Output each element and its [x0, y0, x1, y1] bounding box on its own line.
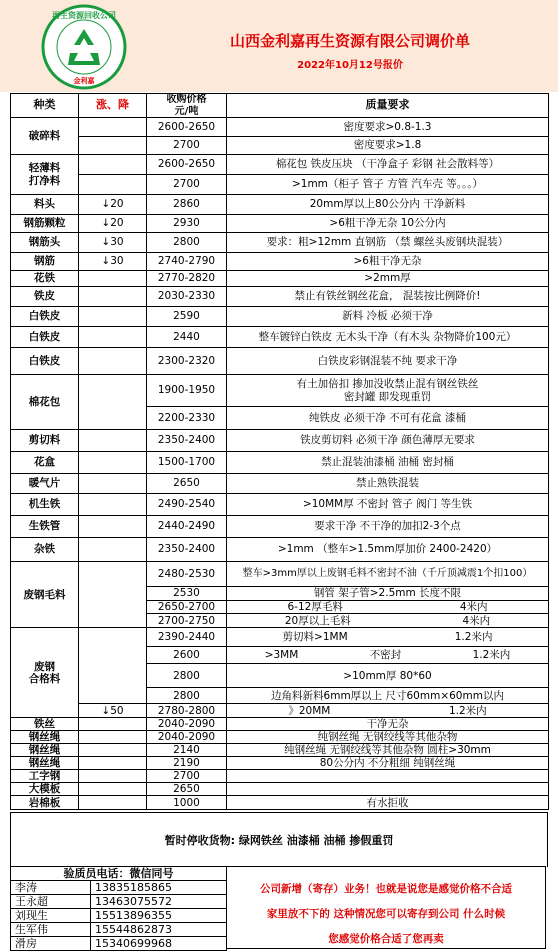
table-row	[11, 430, 549, 452]
row-requirement	[227, 601, 549, 614]
row-change	[79, 770, 147, 783]
row-requirement	[227, 614, 549, 628]
row-name: 废钢 合格料	[11, 628, 79, 718]
row-price: 2040-2090	[147, 718, 227, 731]
row-price: 2650	[147, 474, 227, 494]
logo-ring-text: 再生资源回收公司	[52, 11, 116, 20]
row-name: 白铁皮	[11, 348, 79, 375]
page-subtitle: 2022年10月12号报价	[297, 60, 403, 71]
row-requirement	[227, 704, 549, 718]
table-row	[11, 253, 549, 271]
row-name: 轻薄料 打净料	[11, 155, 79, 195]
row-price: 2530	[147, 587, 227, 601]
row-change	[79, 430, 147, 452]
header-price: 收购价格 元/吨	[147, 94, 227, 118]
suspended-goods-notice	[10, 812, 548, 867]
table-row	[11, 375, 549, 407]
row-requirement: 纯钢丝绳 无钢绞线等其他杂物 圆柱>30mm	[227, 744, 549, 757]
row-requirement: 棉花包 铁皮压块 （干净盒子 彩钢 社会散料等）	[227, 155, 549, 175]
inspector-row	[11, 881, 227, 895]
row-requirement: 整车>3mm厚以上废钢毛料不密封不油（千斤顶减震1个扣100）	[227, 562, 549, 587]
row-requirement: 纯铁皮 必须干净 不可有花盒 漆桶	[227, 407, 549, 430]
table-row	[11, 704, 549, 718]
row-requirement: >6粗干净无杂 10公分内	[227, 215, 549, 233]
row-change	[79, 137, 147, 155]
row-requirement: 整车镀锌白铁皮 无木头干净（有木头 杂物降价100元）	[227, 327, 549, 348]
row-requirement: >1mm（柜子 管子 方管 汽车壳 等。。。）	[227, 175, 549, 195]
row-requirement: >2mm厚	[227, 271, 549, 287]
table-row	[11, 562, 549, 587]
row-name: 废钢毛料	[11, 562, 79, 628]
row-change: ↓50	[79, 704, 147, 718]
row-price: 2600-2650	[147, 118, 227, 137]
row-requirement: >10mm厚 80*60	[227, 664, 549, 688]
row-price: 2190	[147, 757, 227, 770]
header-banner	[0, 0, 558, 92]
row-price: 2200-2330	[147, 407, 227, 430]
row-name: 白铁皮	[11, 307, 79, 327]
row-name: 铁皮	[11, 287, 79, 307]
row-name: 钢筋头	[11, 233, 79, 253]
row-price: 2590	[147, 307, 227, 327]
table-row	[11, 118, 549, 137]
row-price: 2040-2090	[147, 731, 227, 744]
table-row	[11, 327, 549, 348]
row-name: 白铁皮	[11, 327, 79, 348]
row-requirement: 要求干净 不干净的加扣2-3个点	[227, 516, 549, 538]
inspector-name: 王永超	[11, 895, 91, 909]
row-requirement: 禁止混装油漆桶 油桶 密封桶	[227, 452, 549, 474]
row-price: 1500-1700	[147, 452, 227, 474]
inspector-row	[11, 909, 227, 923]
row-price: 2930	[147, 215, 227, 233]
inspector-phone: 15340699968	[91, 937, 227, 951]
row-price: 1000	[147, 796, 227, 810]
table-row	[11, 783, 549, 796]
inspector-phone: 13835185865	[91, 881, 227, 895]
inspector-phone: 15544862873	[91, 923, 227, 937]
row-requirement: 禁止熟铁混装	[227, 474, 549, 494]
row-requirement	[227, 647, 549, 664]
row-price: 2440-2490	[147, 516, 227, 538]
row-name: 破碎料	[11, 118, 79, 155]
inspector-header-row	[11, 867, 227, 881]
row-price: 2800	[147, 233, 227, 253]
row-name: 钢丝绳	[11, 744, 79, 757]
row-requirement	[227, 770, 549, 783]
row-change	[79, 628, 147, 704]
table-row	[11, 233, 549, 253]
table-row	[11, 796, 549, 810]
row-name: 机生铁	[11, 494, 79, 516]
inspector-name: 刘现生	[11, 909, 91, 923]
req-part: 不密封	[369, 649, 402, 662]
storage-service-notice	[226, 866, 546, 949]
row-name: 花盒	[11, 452, 79, 474]
header-requirement: 质量要求	[227, 94, 549, 118]
row-requirement: >6粗干净无杂	[227, 253, 549, 271]
table-row	[11, 474, 549, 494]
table-row	[11, 215, 549, 233]
row-change	[79, 327, 147, 348]
table-header-row	[11, 94, 549, 118]
row-price: 2700-2750	[147, 614, 227, 628]
row-requirement: 纯钢丝绳 无钢绞线等其他杂物	[227, 731, 549, 744]
row-requirement	[227, 783, 549, 796]
table-row	[11, 155, 549, 175]
row-price: 1900-1950	[147, 375, 227, 407]
row-change	[79, 757, 147, 770]
row-price: 2480-2530	[147, 562, 227, 587]
row-name: 铁丝	[11, 718, 79, 731]
req-part: 4米内	[462, 614, 491, 627]
req-part: 1.2米内	[454, 631, 493, 644]
table-row	[11, 271, 549, 287]
row-name: 钢筋	[11, 253, 79, 271]
row-change: ↓30	[79, 253, 147, 271]
page-title: 山西金利嘉再生资源有限公司调价单	[229, 32, 470, 50]
row-price: 2600	[147, 647, 227, 664]
row-price: 2700	[147, 137, 227, 155]
table-row	[11, 770, 549, 783]
company-logo	[40, 3, 128, 91]
table-row	[11, 137, 549, 155]
row-change	[79, 307, 147, 327]
row-price: 2600-2650	[147, 155, 227, 175]
row-requirement: 密度要求>0.8-1.3	[227, 118, 549, 137]
table-row	[11, 452, 549, 474]
row-price: 2030-2330	[147, 287, 227, 307]
table-row	[11, 744, 549, 757]
row-requirement: >1mm （整车>1.5mm厚加价 2400-2420）	[227, 538, 549, 562]
inspector-row	[11, 895, 227, 909]
inspector-row	[11, 937, 227, 951]
row-requirement: 白铁皮彩钢混装不纯 要求干净	[227, 348, 549, 375]
row-requirement: 80公分内 不分粗细 纯钢丝绳	[227, 757, 549, 770]
row-name: 工字钢	[11, 770, 79, 783]
row-name: 花铁	[11, 271, 79, 287]
row-price: 2140	[147, 744, 227, 757]
row-name: 钢丝绳	[11, 757, 79, 770]
table-row	[11, 307, 549, 327]
row-change: ↓20	[79, 195, 147, 215]
row-change	[79, 118, 147, 137]
row-change	[79, 731, 147, 744]
row-price: 2490-2540	[147, 494, 227, 516]
row-change	[79, 452, 147, 474]
req-part: 1.2米内	[472, 649, 511, 662]
row-name: 杂铁	[11, 538, 79, 562]
row-requirement: 要求：粗>12mm 直钢筋 （禁 螺丝头废钢块混装）	[227, 233, 549, 253]
inspector-phone: 13463075572	[91, 895, 227, 909]
row-requirement: 有土加倍扣 掺加没收禁止混有钢丝铁丝 密封罐 即发现重罚	[227, 375, 549, 407]
inspector-name: 滑房	[11, 937, 91, 951]
row-price: 2390-2440	[147, 628, 227, 647]
req-part: 20厚以上毛料	[284, 614, 351, 627]
row-requirement: 有水拒收	[227, 796, 549, 810]
row-price: 2350-2400	[147, 430, 227, 452]
row-change	[79, 516, 147, 538]
row-change	[79, 375, 147, 430]
req-part: 1.2米内	[448, 704, 487, 717]
table-row	[11, 494, 549, 516]
row-name: 暖气片	[11, 474, 79, 494]
row-price: 2780-2800	[147, 704, 227, 718]
row-change	[79, 474, 147, 494]
row-requirement: 20mm厚以上80公分内 干净新料	[227, 195, 549, 215]
row-price: 2700	[147, 175, 227, 195]
inspector-header: 验质员电话：微信同号	[11, 867, 227, 881]
price-table	[10, 93, 549, 810]
table-row	[11, 516, 549, 538]
row-change	[79, 783, 147, 796]
table-row	[11, 628, 549, 647]
row-name: 钢丝绳	[11, 731, 79, 744]
row-name: 大模板	[11, 783, 79, 796]
inspector-phone: 15513896355	[91, 909, 227, 923]
row-change	[79, 494, 147, 516]
row-change: ↓20	[79, 215, 147, 233]
table-row	[11, 287, 549, 307]
header-change: 涨、降	[79, 94, 147, 118]
row-requirement: 密度要求>1.8	[227, 137, 549, 155]
row-price: 2700	[147, 770, 227, 783]
notice-line: 您感觉价格合适了您再卖	[328, 933, 444, 945]
row-requirement: 禁止有铁丝钢丝花盒， 混装按比例降价!	[227, 287, 549, 307]
row-change	[79, 175, 147, 195]
row-requirement: 钢管 架子管>2.5mm 长度不限	[227, 587, 549, 601]
table-row	[11, 348, 549, 375]
req-part: 4米内	[459, 601, 488, 613]
row-change	[79, 271, 147, 287]
row-requirement: 边角料新料6mm厚以上 尺寸60mm×60mm以内	[227, 688, 549, 704]
row-price: 2770-2820	[147, 271, 227, 287]
logo-label: 金利嘉	[73, 77, 95, 85]
row-requirement	[227, 628, 549, 647]
row-price: 2300-2320	[147, 348, 227, 375]
row-price: 2350-2400	[147, 538, 227, 562]
row-price: 2860	[147, 195, 227, 215]
table-row	[11, 175, 549, 195]
table-row	[11, 718, 549, 731]
row-change	[79, 718, 147, 731]
inspector-name: 李涛	[11, 881, 91, 895]
inspector-name: 生军伟	[11, 923, 91, 937]
row-name: 剪切料	[11, 430, 79, 452]
row-name: 生铁管	[11, 516, 79, 538]
row-change	[79, 796, 147, 810]
notice-line: 家里放不下的 这种情况您可以寄存到公司 什么时候	[266, 908, 506, 920]
row-change	[79, 562, 147, 628]
header-category: 种类	[11, 94, 79, 118]
inspector-row	[11, 923, 227, 937]
row-requirement: 干净无杂	[227, 718, 549, 731]
req-part: 》20MM	[288, 704, 331, 717]
row-requirement: 铁皮剪切料 必须干净 颜色薄厚无要求	[227, 430, 549, 452]
row-change	[79, 744, 147, 757]
table-row	[11, 195, 549, 215]
row-requirement: >10MM厚 不密封 管子 阀门 等生铁	[227, 494, 549, 516]
suspended-goods-text: 暂时停收货物: 绿网铁丝 油漆桶 油桶 掺假重罚	[164, 834, 394, 847]
table-row	[11, 757, 549, 770]
notice-line: 公司新增（寄存）业务！也就是说您是感觉价格不合适	[260, 883, 512, 895]
inspector-table	[10, 866, 227, 951]
row-requirement: 新料 冷板 必须干净	[227, 307, 549, 327]
row-change	[79, 287, 147, 307]
row-change	[79, 155, 147, 175]
req-part: >3MM	[264, 649, 299, 662]
row-change: ↓30	[79, 233, 147, 253]
row-price: 2740-2790	[147, 253, 227, 271]
req-part: 剪切料>1MM	[282, 631, 348, 644]
req-part: 6-12厚毛料	[287, 601, 343, 613]
row-price: 2800	[147, 688, 227, 704]
table-row	[11, 538, 549, 562]
row-name: 棉花包	[11, 375, 79, 430]
row-change	[79, 538, 147, 562]
row-price: 2650	[147, 783, 227, 796]
table-row	[11, 731, 549, 744]
row-name: 岩棉板	[11, 796, 79, 810]
row-price: 2440	[147, 327, 227, 348]
row-change	[79, 348, 147, 375]
row-name: 料头	[11, 195, 79, 215]
row-name: 钢筋颗粒	[11, 215, 79, 233]
row-price: 2650-2700	[147, 601, 227, 614]
row-price: 2800	[147, 664, 227, 688]
